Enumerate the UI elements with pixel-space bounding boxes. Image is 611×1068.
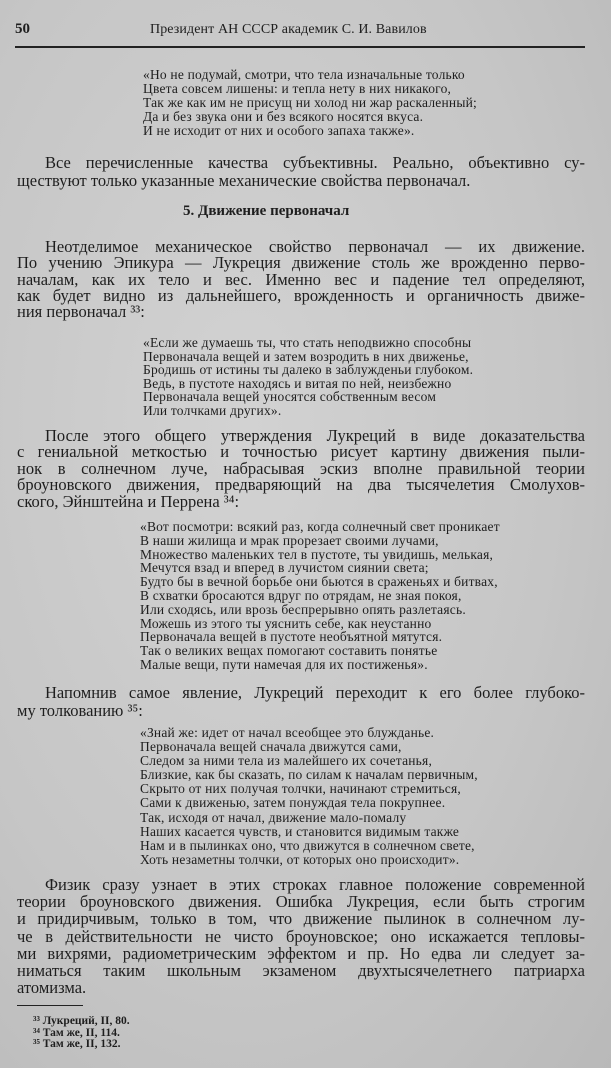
footnote-rule (17, 1005, 83, 1006)
verse-quote (143, 336, 543, 418)
text-line: После этого общего утверждения Лукреций в виде доказательства (45, 426, 585, 445)
verse-line: Бродишь от истины ты далеко в заблужденьи глубоком. (143, 361, 474, 378)
verse-line: В наши жилища и мрак прорезает своими лучами, (140, 532, 439, 549)
verse-line: Мечутся взад и вперед в лучистом сиянии света; (140, 559, 429, 576)
verse-line: Так, исходя от начал, движение мало-помалу (140, 809, 407, 825)
verse-line: «Вот посмотри: всякий раз, когда солнечный свет проникает (140, 518, 500, 535)
verse-line: Близкие, как бы сказать, по силам к началам первичным, (140, 766, 478, 783)
paragraph (17, 876, 585, 996)
header-rule (15, 46, 585, 48)
verse-line: Так о великих вещах помогают составить понятье (140, 642, 438, 659)
text-line: нок в солнечном луче, набрасывая эскиз вполне правильной теории (17, 458, 585, 478)
verse-line: Первоначала вещей уносятся собственным весом (143, 388, 437, 405)
paragraph (17, 239, 585, 320)
verse-line: Наших касается чувств, и становится видимым также (140, 823, 460, 840)
text-line: и придирчивым, только в том, что движение пылинок в солнечном лу- (17, 909, 585, 929)
paragraph (17, 428, 585, 510)
verse-line: Нам и в пылинках оно, что движутся в солнечном свете, (140, 837, 475, 854)
text-line: как будет видно из дальнейшего, врожденность и органичность движе- (17, 285, 585, 305)
verse-line: Первоначала вещей и затем возродить в них движенье, (143, 348, 469, 364)
verse-line: И не исходит от них и особого запаха также». (143, 122, 415, 139)
section-heading: 5. Движение первоначал (183, 203, 350, 219)
verse-line: Сами к движенью, затем понуждая тела покрупнее. (140, 795, 446, 811)
text-line: ния первоначал ³³: (17, 302, 145, 322)
text-line: началам, как их тело и вес. Именно вес и падение тел определяют, (17, 269, 585, 289)
verse-line: «Если же думаешь ты, что стать неподвижно способны (143, 334, 472, 351)
verse-line: Хоть незаметны толчки, от которых оно происходит». (140, 851, 460, 868)
text-line: Неотделимое механическое свойство первоначал — их движение. (45, 237, 585, 256)
text-line: Напомнив самое явление, Лукреций переходит к его более глубоко- (45, 683, 585, 702)
verse-line: Можешь из этого ты уяснить себе, как неустанно (140, 615, 432, 631)
verse-line: Малые вещи, пути намечая для их постиженья». (140, 656, 428, 673)
text-line: ского, Эйнштейна и Перрена ³⁴: (17, 491, 240, 511)
verse-line: Так же как им не присущ ни холод ни жар раскаленный; (143, 94, 477, 111)
verse-quote (140, 726, 560, 867)
verse-line: Первоначала вещей сначала движутся сами, (140, 738, 402, 755)
text-line: броуновского движения, предваряющий на два тысячелетия Смолухов- (17, 475, 585, 495)
paragraph (17, 154, 585, 189)
text-line: По учению Эпикура — Лукреция движение столь же врожденно перво- (17, 253, 585, 273)
page-number: 50 (15, 21, 30, 37)
text-line: теории броуновского движения. Ошибка Лукреция, если быть строгим (17, 892, 585, 912)
footnote: ³³ Лукреций, II, 80. (33, 1015, 130, 1027)
text-line: ми вихрями, радиометрическим эффектом и пр. Но едва ли следует за- (17, 943, 585, 963)
text-line: ществуют только указанные механические свойства первоначал. (17, 170, 471, 190)
verse-line: В схватки бросаются вдруг по отрядам, не зная покоя, (140, 587, 462, 604)
text-line: че в действительности не чисто броуновское; оно искажается тепловы- (17, 926, 585, 946)
text-line: ниматься таким школьным экзаменом двухтысячелетнего патриарха (17, 960, 585, 980)
text-line: Все перечисленные качества субъективны. Реально, объективно су- (45, 153, 585, 172)
text-line: атомизма. (17, 978, 87, 998)
verse-line: Будто бы в вечной борьбе они бьются в сраженьях и битвах, (140, 573, 498, 590)
verse-line: Первоначала вещей в пустоте необъятной мятутся. (140, 628, 443, 645)
text-line: му толкованию ³⁵: (17, 701, 143, 720)
verse-line: Или сходясь, или врозь беспрерывно опять разлетаясь. (140, 601, 466, 618)
verse-line: Следом за ними тела из малейшего их сочетанья, (140, 752, 433, 769)
text-line: Физик сразу узнает в этих строках главное положение современной (45, 875, 585, 894)
footnotes (33, 1016, 130, 1051)
paragraph (17, 684, 585, 720)
verse-line: Множество маленьких тел в пустоте, ты увидишь, мелькая, (140, 546, 494, 562)
verse-line: Да и без звука они и без всякого носятся вкуса. (143, 108, 424, 125)
verse-line: «Но не подумай, смотри, что тела изначальные только (143, 66, 465, 83)
text-line: с гениальной меткостью и точностью рисует картину движения пыли- (17, 442, 585, 462)
running-head: Президент АН СССР академик С. И. Вавилов (150, 22, 427, 37)
verse-line: Ведь, в пустоте находясь и витая по ней, неизбежно (143, 375, 452, 392)
verse-line: «Знай же: идет от начал всеобщее это блужданье. (140, 724, 435, 741)
verse-line: Цвета совсем лишены: и тепла нету в них никакого, (143, 80, 452, 97)
footnote: ³⁵ Там же, II, 132. (33, 1038, 121, 1050)
verse-line: Или толчками других». (143, 402, 282, 419)
footnote: ³⁴ Там же, II, 114. (33, 1026, 120, 1039)
verse-line: Скрыто от них получая толчки, начинают стремиться, (140, 780, 461, 797)
verse-quote (140, 520, 560, 672)
verse-quote (143, 68, 543, 138)
